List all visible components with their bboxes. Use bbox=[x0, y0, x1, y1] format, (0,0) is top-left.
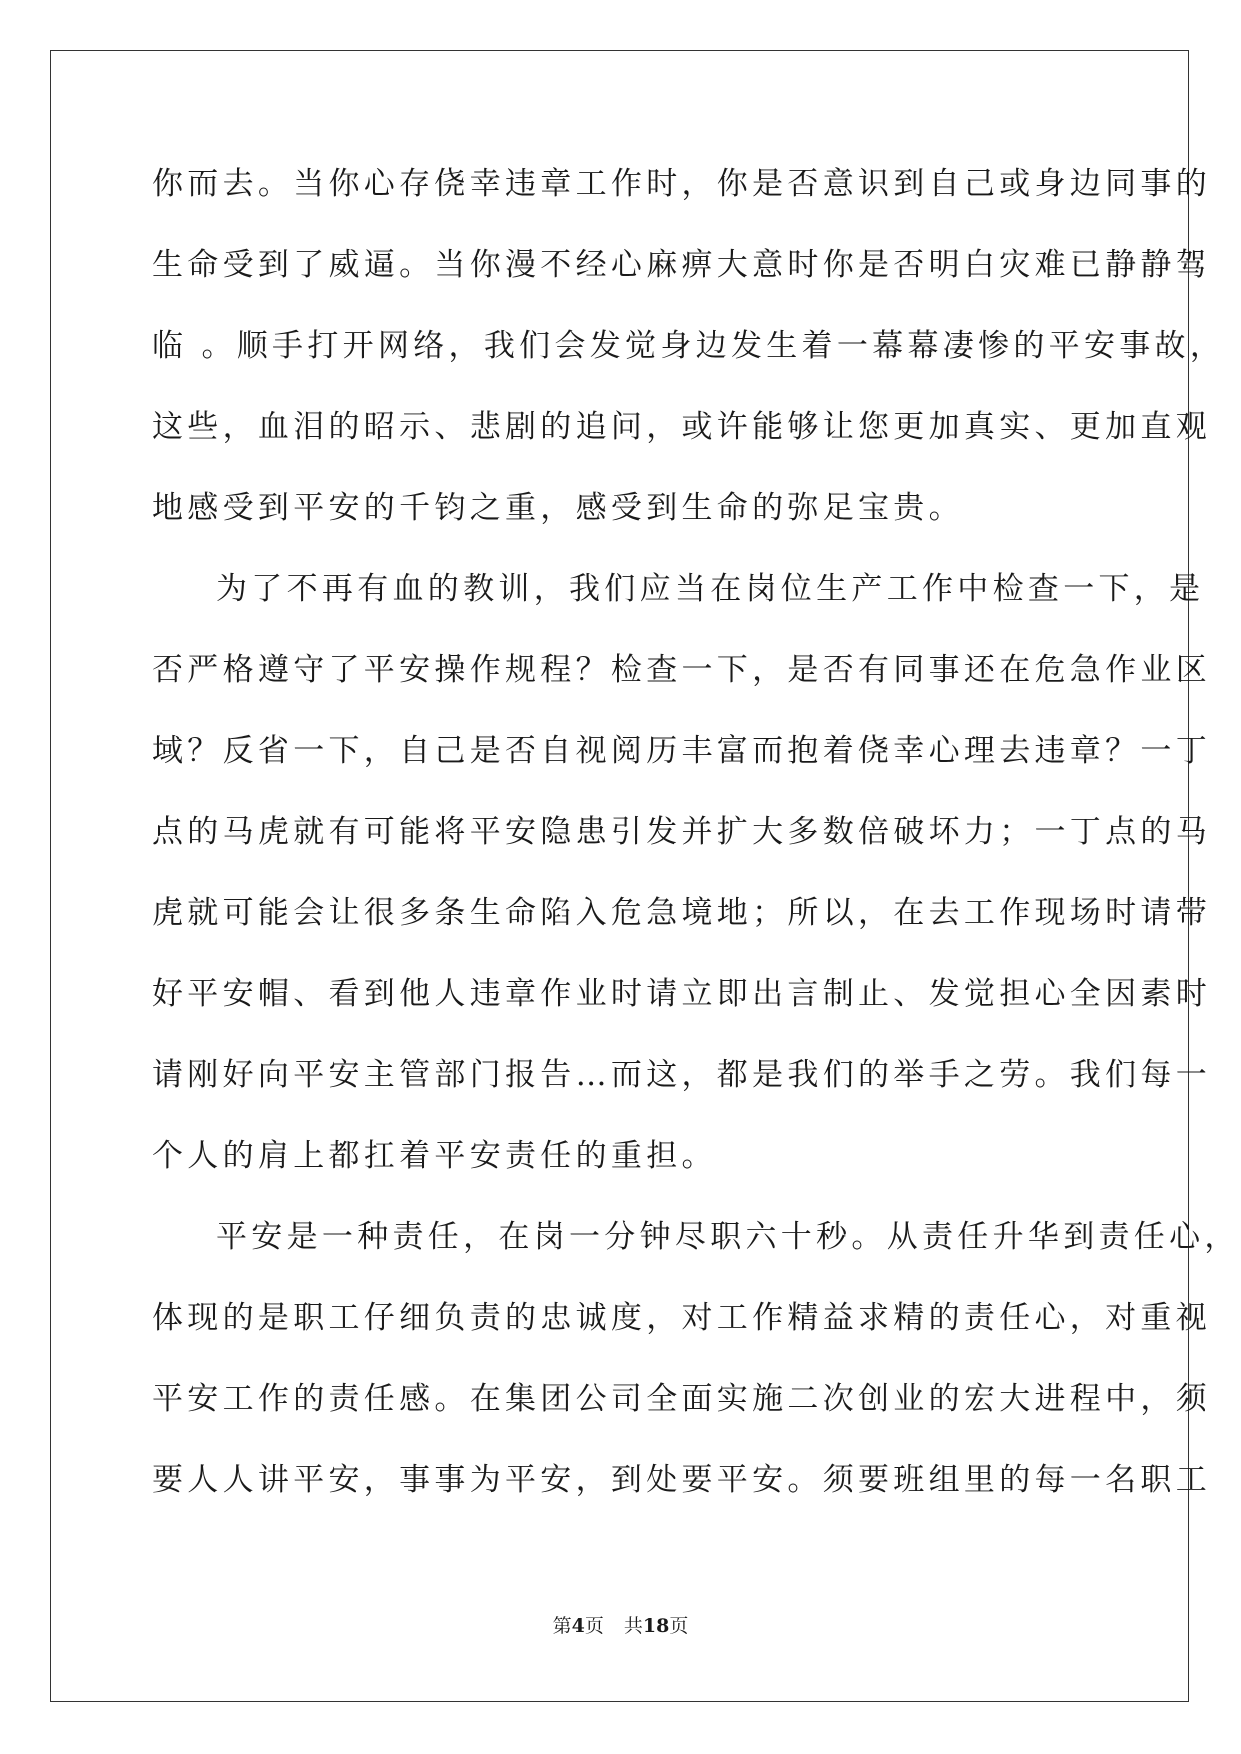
text-line: 生命受到了威逼。当你漫不经心麻痹大意时你是否明白灾难已静静驾 bbox=[152, 247, 1211, 283]
total-prefix: 共 bbox=[623, 1615, 643, 1637]
paragraph-first-line: 平安是一种责任，在岗一分钟尽职六十秒。从责任升华到责任心， bbox=[216, 1219, 1240, 1255]
text-line: 临 。顺手打开网络，我们会发觉身边发生着一幕幕凄惨的平安事故， bbox=[152, 328, 1226, 364]
page-footer bbox=[0, 1614, 1241, 1638]
page-prefix: 第 bbox=[552, 1615, 572, 1637]
text-line: 好平安帽、看到他人违章作业时请立即出言制止、发觉担心全因素时 bbox=[152, 976, 1211, 1012]
text-line: 域？反省一下，自己是否自视阅历丰富而抱着侥幸心理去违章？一丁 bbox=[152, 733, 1211, 769]
page-number: 4 bbox=[571, 1615, 585, 1637]
text-line: 地感受到平安的千钧之重，感受到生命的弥足宝贵。 bbox=[152, 490, 964, 526]
text-line: 这些，血泪的昭示、悲剧的追问，或许能够让您更加真实、更加直观 bbox=[152, 409, 1211, 445]
text-line: 体现的是职工仔细负责的忠诚度，对工作精益求精的责任心，对重视 bbox=[152, 1300, 1211, 1336]
text-line: 点的马虎就有可能将平安隐患引发并扩大多数倍破坏力；一丁点的马 bbox=[152, 814, 1211, 850]
document-body bbox=[152, 164, 1240, 1541]
text-line: 否严格遵守了平安操作规程？检查一下，是否有同事还在危急作业区 bbox=[152, 652, 1211, 688]
text-line: 平安工作的责任感。在集团公司全面实施二次创业的宏大进程中，须 bbox=[152, 1381, 1211, 1417]
text-line: 请刚好向平安主管部门报告…而这，都是我们的举手之劳。我们每一 bbox=[152, 1057, 1211, 1093]
paragraph-first-line: 为了不再有血的教训，我们应当在岗位生产工作中检查一下，是 bbox=[216, 571, 1205, 607]
text-line: 个人的肩上都扛着平安责任的重担。 bbox=[152, 1138, 717, 1174]
text-line: 要人人讲平安，事事为平安，到处要平安。须要班组里的每一名职工 bbox=[152, 1462, 1211, 1498]
text-line: 你而去。当你心存侥幸违章工作时，你是否意识到自己或身边同事的 bbox=[152, 166, 1211, 202]
text-line: 虎就可能会让很多条生命陷入危急境地；所以，在去工作现场时请带 bbox=[152, 895, 1211, 931]
total-pages: 18 bbox=[642, 1615, 670, 1637]
total-unit: 页 bbox=[669, 1615, 689, 1637]
page-unit: 页 bbox=[584, 1615, 604, 1637]
